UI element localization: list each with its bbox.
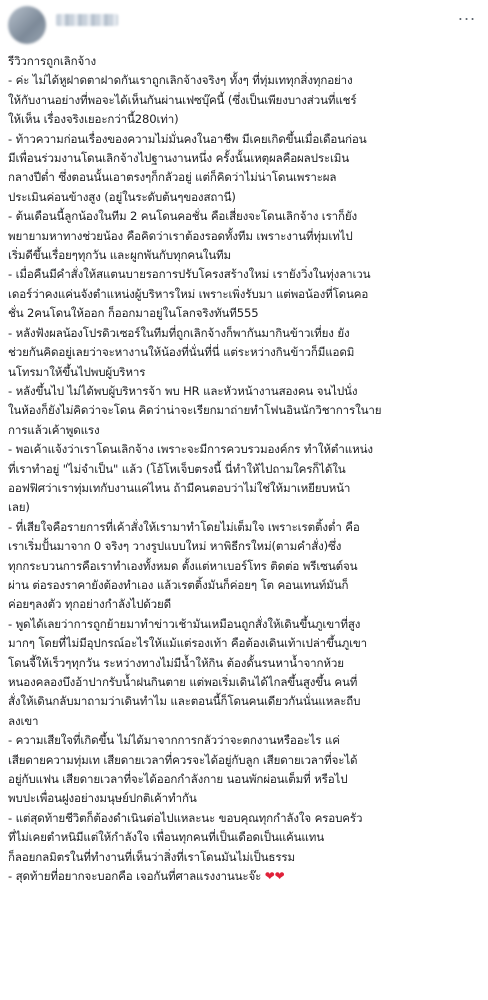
post-line: เสียดายความทุ่มเท เสียดายเวลาที่ควรจะได้อยู่กับลูก เสียดายเวลาที่จะได้ [8,752,358,767]
post-line: ในห้องก็ยังไม่คิดว่าจะโดน คิดว่าน่าจะเรียกมาถ่ายทำโฟนอินนักวิชาการในาย [8,403,382,418]
post-line: โดนจี้ให้เร็วๆทุกวัน ระหว่างทางไม่มีน้ำให้กิน ต้องดั้นรนหาน้ำจากห้วย [8,655,344,670]
post-line: ที่ไม่เคยตำหนิมีแต่ให้กำลังใจ เพื่อนทุกคนที่เป็นเดือดเป็นแค้นแทน [8,830,325,845]
post-text [8,52,482,886]
post-line: - ที่เสียใจคือรายการที่เค้าสั่งให้เรามาทำโดยไม่เต็มใจ เพราะเรตติ้งต่ำ คือ [8,519,360,534]
post-line: ทุกกระบวนการคือเราทำเองทั้งหมด ตั้งแต่หาเบอร์โทร ติดต่อ พรีเซนต์จน [8,558,358,573]
post-line: นโทรมาให้ขึ้นไปพบผู้บริหาร [8,364,146,379]
post-line: เริ่มดีขึ้นเรื่อยๆทุกวัน และผูกพันกับทุกคนในทีม [8,248,231,263]
post-line: - พอเค้าแจ้งว่าเราโดนเลิกจ้าง เพราะจะมีการควบรวมองค์กร ทำให้ตำแหน่ง [8,442,373,457]
post-line: - ต้นเดือนนี้ลูกน้องในทีม 2 คนโดนคอชั่น คือเสี่ยงจะโดนเลิกจ้าง เราก็ยัง [8,209,358,224]
post-line: เดอร์ว่าคงแค่นจังตำแหน่งผู้บริหารใหม่ เพราะเพิ่งรับมา แต่พอน้องที่โดนคอ [8,286,369,301]
post-line: - แต่สุดท้ายชีวิตก็ต้องดำเนินต่อไปแหละนะ ขอบคุณทุกกำลังใจ ครอบครัว [8,810,363,825]
more-options-button[interactable]: ... [454,6,480,24]
post-line: พยายามหาทางช่วยน้อง คือคิดว่าเราต้องรอดทั้งทีม เพราะงานที่ทุ่มเทไป [8,228,353,243]
post-line: เลย) [8,500,30,515]
post-line: มากๆ โดยที่ไม่มีอุปกรณ์อะไรให้แม้แต่รองเท้า คือต้องเดินเท้าเปล่าขึ้นภูเขา [8,636,368,651]
post-line: - ท้าวความก่อนเรื่องของความไม่มั่นคงในอาชีพ มีเคยเกิดขึ้นเมื่อเดือนก่อน [8,131,367,146]
post-line: - เมื่อคืนมีคำสั่งให้สแตนบายรอการปรับโครงสร้างใหม่ เรายังวิ่งในทุ่งลาเวน [8,267,371,282]
post-line: ค่อยๆลงตัว ทุกอย่างกำลังไปด้วยดี [8,597,172,612]
post-line: อยู่กับแฟน เสียดายเวลาที่จะได้ออกกำลังกาย นอนพักผ่อนเต็มที่ หรือไป [8,772,348,787]
post-line: ผ่าน ต่อรองราคายังต้องทำเอง แล้วเรตติ้งมันก็ค่อยๆ โต คอนเทนท์มันก็ [8,577,349,592]
author-name-blurred[interactable] [56,14,118,26]
post-line: ชั่น 2คนโดนให้ออก ก็ออกมาอยู่ในโลกจริงทันที555 [8,306,259,321]
post-line: การแล้วเค้าพูดแรง [8,422,100,437]
post-line: เราเริ่มปั้นมาจาก 0 จริงๆ วางรูปแบบใหม่ หาพิธีกรใหม่(ตามคำสั่ง)ซึ่ง [8,539,342,554]
post-line: - หลังขึ้นไป ไม่ได้พบผู้บริหารจ้า พบ HR และหัวหน้างานสองคน จนไปนั่ง [8,383,358,398]
post-line: พบปะเพื่อนฝูงอย่างมนุษย์ปกติเค้าทำกัน [8,791,197,806]
post-line: สั่งให้เดินกลับมาถามว่าเดินทำไม และตอนนี้ก็โดนคนเดียวกันนั่นแหละถีบ [8,694,361,709]
heart-emoji-icon: ❤❤ [264,869,285,884]
post-line: ให้เห็น เรื่องจริงเยอะกว่านี้280เท่า) [8,112,179,127]
post-line-text: - สุดท้ายที่อยากจะบอกคือ เจอกันที่ศาลแรงงานนะจ๊ะ [8,869,262,884]
avatar[interactable] [8,6,46,44]
post-line: มีเพื่อนร่วมงานโดนเลิกจ้างไปฐานงานหนึ่ง ครั้งนั้นเหตุผลคือผลประเมิน [8,151,350,166]
post-header [0,0,488,46]
post-line: ที่เราทำอยู่ "ไม่จำเป็น" แล้ว (โอ้โหเจ็บตรงนี้ นี่ทำให้ไปถามใครก็ได้ใน [8,461,346,476]
post-line: กลางปีต่ำ ซึ่งตอนนั้นเอาตรงๆก็กลัวอยู่ แต่ก็คิดว่าไม่น่าโดนเพราะผล [8,170,337,185]
post-line: ลงเขา [8,713,39,728]
post-line: หนองคลองบึงอ้าปากรับน้ำฝนกินตาย แต่พอเริ่มเดินได้ไกลขึ้นสูงขึ้น คนที่ [8,675,358,689]
post-line: - หลังฟังผลน้องโปรดิวเซอร์ในทีมที่ถูกเลิกจ้างก็พากันมากินข้าวเที่ยง ยัง [8,325,350,340]
post-line: ให้กับงานอย่างที่พอจะได้เห็นกันผ่านเฟซบุ๊คนี้ (ซึ่งเป็นเพียงบางส่วนที่แชร์ [8,92,357,107]
post-heading: รีวิวการถูกเลิกจ้าง [8,54,96,68]
post-line: - พูดได้เลยว่าการถูกย้ายมาทำข่าวเช้ามันเหมือนถูกสั่งให้เดินขึ้นภูเขาที่สูง [8,616,361,631]
post-line [8,867,482,886]
post-line: ประเมินค่อนข้างสูง (อยู่ในระดับต้นๆของสถานี) [8,189,236,204]
post-line: ก็ลอยกลมิตรในที่ทำงานที่เห็นว่าสิ่งที่เราโดนมันไม่เป็นธรรม [8,849,295,864]
post-line: - ความเสียใจที่เกิดขึ้น ไม่ได้มาจากการกลัวว่าจะตกงานหรืออะไร แค่ [8,733,340,748]
post-line: ช่วยกันคิดอยู่เลยว่าจะหางานให้น้องที่นั่นที่นี่ แต่ระหว่างกินข้าวก็มีแอดมิ [8,345,355,360]
post-line: - ค่ะ ไม่ได้หูฝาดตาฝาดกันเราถูกเลิกจ้างจริงๆ ทั้งๆ ที่ทุ่มเททุกสิ่งทุกอย่าง [8,73,353,88]
post-line: ออฟฟิศว่าเราทุ่มเทกับงานแค่ไหน ถ้ามีคนตอบว่าไม่ใช่ให้มาเหยียบหน้า [8,480,351,495]
